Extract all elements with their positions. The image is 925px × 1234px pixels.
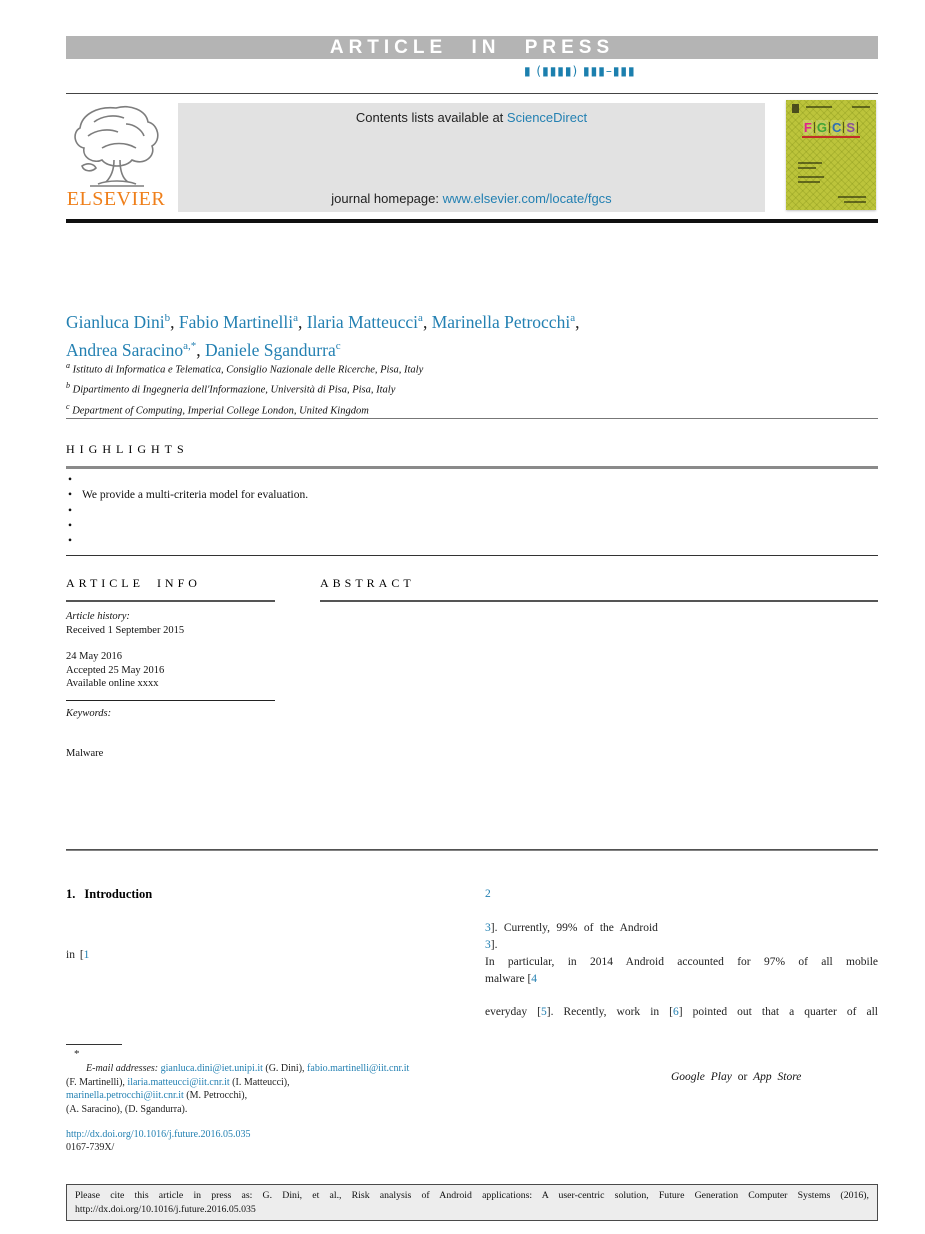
sciencedirect-link[interactable]: ScienceDirect (506, 110, 588, 125)
body-top-rule (66, 849, 878, 851)
author: Ilaria Matteucci$^a$, (306, 311, 432, 332)
cover-editor-bar-1 (798, 162, 822, 164)
author-line-1 (66, 306, 826, 334)
affiliation: $^b$ Dipartimento di Ingegneria dell'Informazione, Università di Pisa, Pisa, Italy (66, 381, 396, 396)
intro-right-line-2: 3]. (485, 939, 498, 951)
citation-ref-6[interactable]: 6 (673, 1006, 679, 1018)
email-label: E-mail addresses: (86, 1063, 159, 1074)
elsevier-tree-icon (62, 102, 170, 190)
cover-publisher-mark (792, 104, 799, 113)
masthead-bottom-rule (66, 219, 878, 223)
highlight-item: • (68, 504, 73, 517)
email-link-petrocchi[interactable]: marinella.petrocchi@iit.cnr.it (66, 1090, 184, 1102)
cover-letter-f: F (803, 120, 812, 135)
homepage-prefix: journal homepage: (331, 191, 443, 206)
highlights-top-rule (66, 418, 878, 419)
homepage-line (178, 191, 765, 206)
affiliation-list (66, 358, 423, 419)
intro-right-line-4: malware [4 (485, 973, 538, 985)
app-store-text: App Store (753, 1071, 802, 1083)
cover-letter-s: S (846, 120, 856, 135)
email-link-dini[interactable]: gianluca.dini@iet.unipi.it (160, 1063, 263, 1074)
intro-right-line-3: In particular, in 2014 Android accounted for 97% of all mobile (485, 956, 878, 968)
citation-ref-1[interactable]: 1 (83, 949, 90, 961)
please-cite-box (66, 1184, 878, 1221)
article-info-heading: ARTICLE INFO (66, 576, 201, 590)
introduction-heading: 1. Introduction (66, 887, 153, 901)
doi-link-footer: http://dx.doi.org/10.1016/j.future.2016.05.035 (66, 1129, 251, 1140)
article-info-rule (66, 600, 275, 602)
cite-line-1: Please cite this article in press as: G. Dini, et al., Risk analysis of Android applications: A user-centric solution, Future Generation Computer Systems (2016), (75, 1190, 869, 1201)
keyword: Malware (66, 747, 104, 759)
footnote-rule (66, 1044, 122, 1045)
highlights-bottom-rule (66, 555, 878, 556)
google-play-text: Google Play (671, 1071, 732, 1083)
abstract-heading: ABSTRACT (320, 576, 415, 590)
highlights-heading-rule (66, 466, 878, 469)
store-mention: Google Play or App Store (671, 1071, 802, 1083)
highlights-list (66, 473, 878, 549)
keywords-label: Keywords: (66, 708, 112, 719)
highlight-item: • We provide a multi-criteria model for evaluation. (68, 489, 309, 501)
affiliation: $^a$ Istituto di Informatica e Telematica, Consiglio Nazionale delle Ricerche, Pisa, Italy (66, 361, 424, 376)
email-link-matteucci[interactable]: ilaria.matteucci@iit.cnr.it (127, 1076, 230, 1088)
elsevier-wordmark: ELSEVIER (66, 188, 166, 210)
highlights-heading: HIGHLIGHTS (66, 442, 189, 456)
header-divider (66, 93, 878, 94)
author: Daniele Sgandurra$^c$ (205, 339, 341, 360)
journal-citation-placeholder: ▮ (▮▮▮▮) ▮▮▮–▮▮▮ (524, 64, 636, 78)
cover-letter-c: C (832, 120, 842, 135)
revised-date: 24 May 2016 (66, 651, 122, 662)
citation-ref-3b[interactable]: 3 (485, 939, 491, 951)
intro-left-fragment: in [1 (66, 949, 90, 961)
cover-subtitle-bar (802, 136, 860, 138)
journal-homepage-link[interactable]: www.elsevier.com/locate/fgcs (442, 191, 612, 206)
corresponding-author-marker: * (74, 1048, 80, 1060)
masthead-box (178, 103, 765, 212)
citation-ref-3[interactable]: 3 (485, 922, 491, 934)
keywords-rule (66, 700, 275, 702)
elsevier-logo (62, 102, 170, 214)
intro-right-line-5: everyday [5]. Recently, work in [6] pointed out that a quarter of all (485, 1006, 878, 1018)
received-date: Received 1 September 2015 (66, 624, 185, 636)
article-in-press-banner: ARTICLE IN PRESS (66, 36, 878, 59)
article-info-section (66, 576, 275, 760)
cover-editor-bar-3 (798, 176, 824, 178)
cover-footer-bar-1 (838, 196, 866, 198)
author: Andrea Saracino$^{a,*}$, (66, 339, 205, 360)
issn-text: 0167-739X/ (66, 1142, 115, 1153)
available-online: Available online xxxx (66, 678, 159, 689)
article-history-label: Article history: (66, 611, 130, 622)
affiliation: $^c$ Department of Computing, Imperial College London, United Kingdom (66, 401, 369, 417)
abstract-rule (320, 600, 878, 602)
cover-title (786, 120, 876, 135)
email-footnote: E-mail addresses: gianluca.dini@iet.unipi.it (G. Dini), fabio.martinelli@iit.cnr.it (F. Martinelli), ilaria.matteucci@iit.cnr.it (I. Matteucci), marinella.petrocchi@iit.cnr.it (M. Petrocchi), (A. Saracino), (D. Sgandurra). (66, 1063, 410, 1115)
cover-editor-bar-2 (798, 167, 816, 169)
cover-editor-bar-4 (798, 181, 820, 183)
cover-letter-g: G (816, 120, 827, 135)
intro-right-line-1: 3]. Currently, 99% of the Android (485, 922, 658, 934)
author: Marinella Petrocchi$^a$, (431, 311, 580, 332)
highlight-item: • (68, 474, 73, 486)
contents-prefix: Contents lists available at (355, 110, 507, 125)
author: Fabio Martinelli$^a$, (178, 311, 307, 332)
highlight-item: • (68, 519, 73, 532)
cover-footer-bar-2 (844, 201, 866, 203)
contents-line (178, 110, 765, 125)
cover-issn-text-bar (852, 106, 870, 108)
journal-cover-thumbnail[interactable] (786, 100, 876, 210)
accepted-date: Accepted 25 May 2016 (66, 664, 165, 676)
citation-ref-2: 2 (485, 888, 491, 900)
email-link-martinelli[interactable]: fabio.martinelli@iit.cnr.it (307, 1063, 410, 1074)
cover-issue-text-bar (806, 106, 832, 108)
citation-ref-5[interactable]: 5 (541, 1006, 547, 1018)
cite-line-2: http://dx.doi.org/10.1016/j.future.2016.05.035 (75, 1203, 256, 1215)
highlight-item: • (68, 534, 73, 547)
author: Gianluca Dini$^b$, (66, 311, 179, 332)
author-list (66, 306, 826, 362)
abstract-section (320, 576, 878, 602)
citation-ref-4[interactable]: 4 (531, 973, 538, 985)
